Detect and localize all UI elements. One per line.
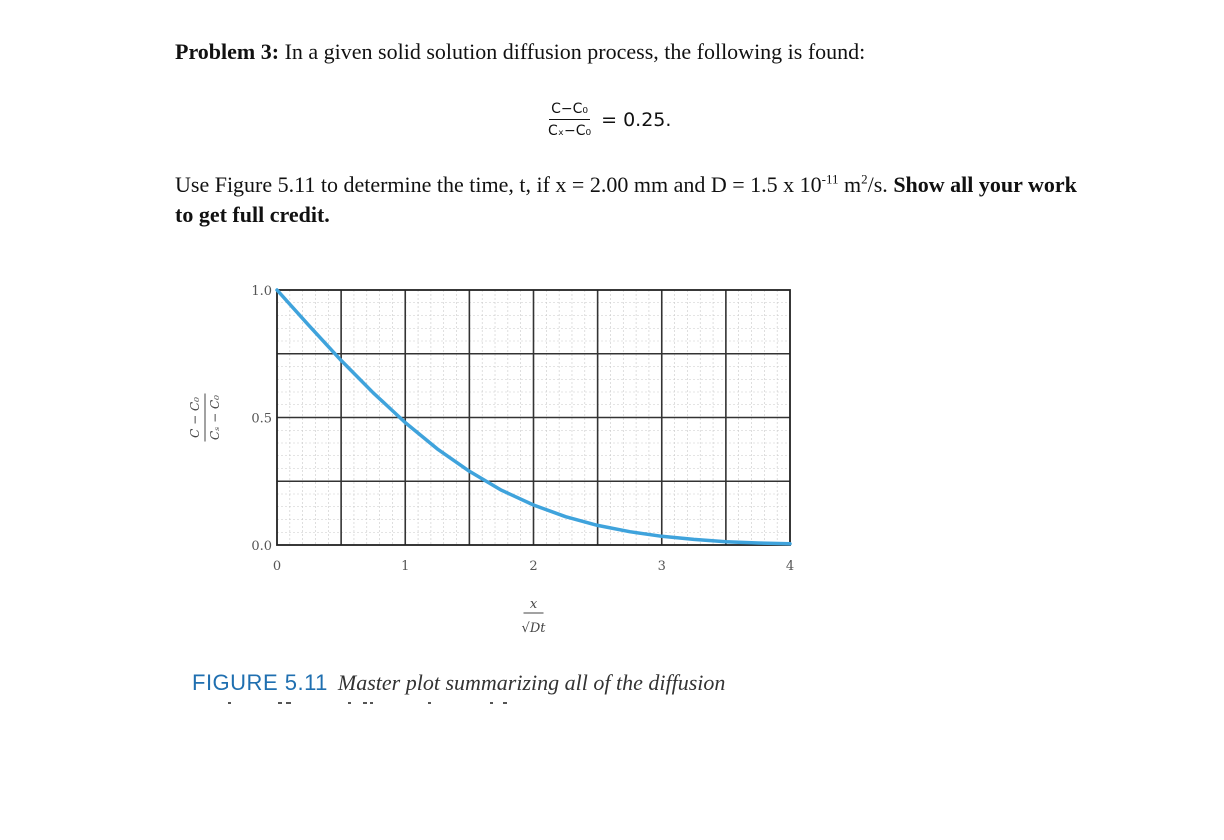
equation-rhs: = 0.25. — [601, 109, 672, 131]
concentration-equation — [548, 92, 671, 148]
y-axis-label-denominator: Cₛ − C₀ — [208, 395, 222, 440]
instruction-part1: Use Figure 5.11 to determine the time, t, if x = 2.00 mm and D = 1.5 x 10 — [175, 172, 822, 197]
x-tick-label: 1 — [401, 559, 410, 574]
x-tick-label: 0 — [272, 559, 282, 574]
caption-text: Master plot summarizing all of the diffusion — [337, 670, 726, 695]
x-tick-label: 2 — [529, 559, 538, 574]
problem-text: In a given solid solution diffusion process, the following is found: — [279, 39, 866, 64]
equation-fraction — [548, 101, 591, 139]
equation-numerator: C−C₀ — [549, 101, 590, 120]
master-plot-svg — [170, 270, 820, 670]
y-axis-label — [188, 394, 222, 442]
x-axis-label-numerator: x — [529, 597, 538, 612]
x-tick-label: 3 — [657, 559, 666, 574]
cropped-text-remnant — [228, 700, 528, 706]
figure-5-11-chart — [170, 270, 820, 670]
y-tick-label: 0.5 — [251, 411, 272, 427]
figure-caption — [192, 670, 725, 696]
y-tick-label: 0.0 — [251, 539, 272, 554]
y-axis-label-numerator: C − C₀ — [188, 397, 202, 438]
instruction-part3: /s. — [867, 172, 894, 197]
instruction-text — [175, 170, 1095, 230]
exponent: -11 — [821, 171, 839, 187]
problem-statement — [175, 38, 865, 66]
instruction-bold: Show all your work to get full credit. — [175, 172, 1077, 227]
y-tick-label: 1.0 — [251, 284, 272, 299]
equation-denominator: Cₓ−C₀ — [548, 123, 592, 139]
x-tick-label: 4 — [785, 559, 795, 574]
unit-exponent: 2 — [861, 171, 868, 187]
caption-label: FIGURE 5.11 — [192, 670, 328, 695]
instruction-part2: m — [838, 172, 862, 197]
problem-label: Problem 3: — [175, 39, 280, 64]
x-axis-label-denominator: √Dt — [521, 621, 546, 636]
